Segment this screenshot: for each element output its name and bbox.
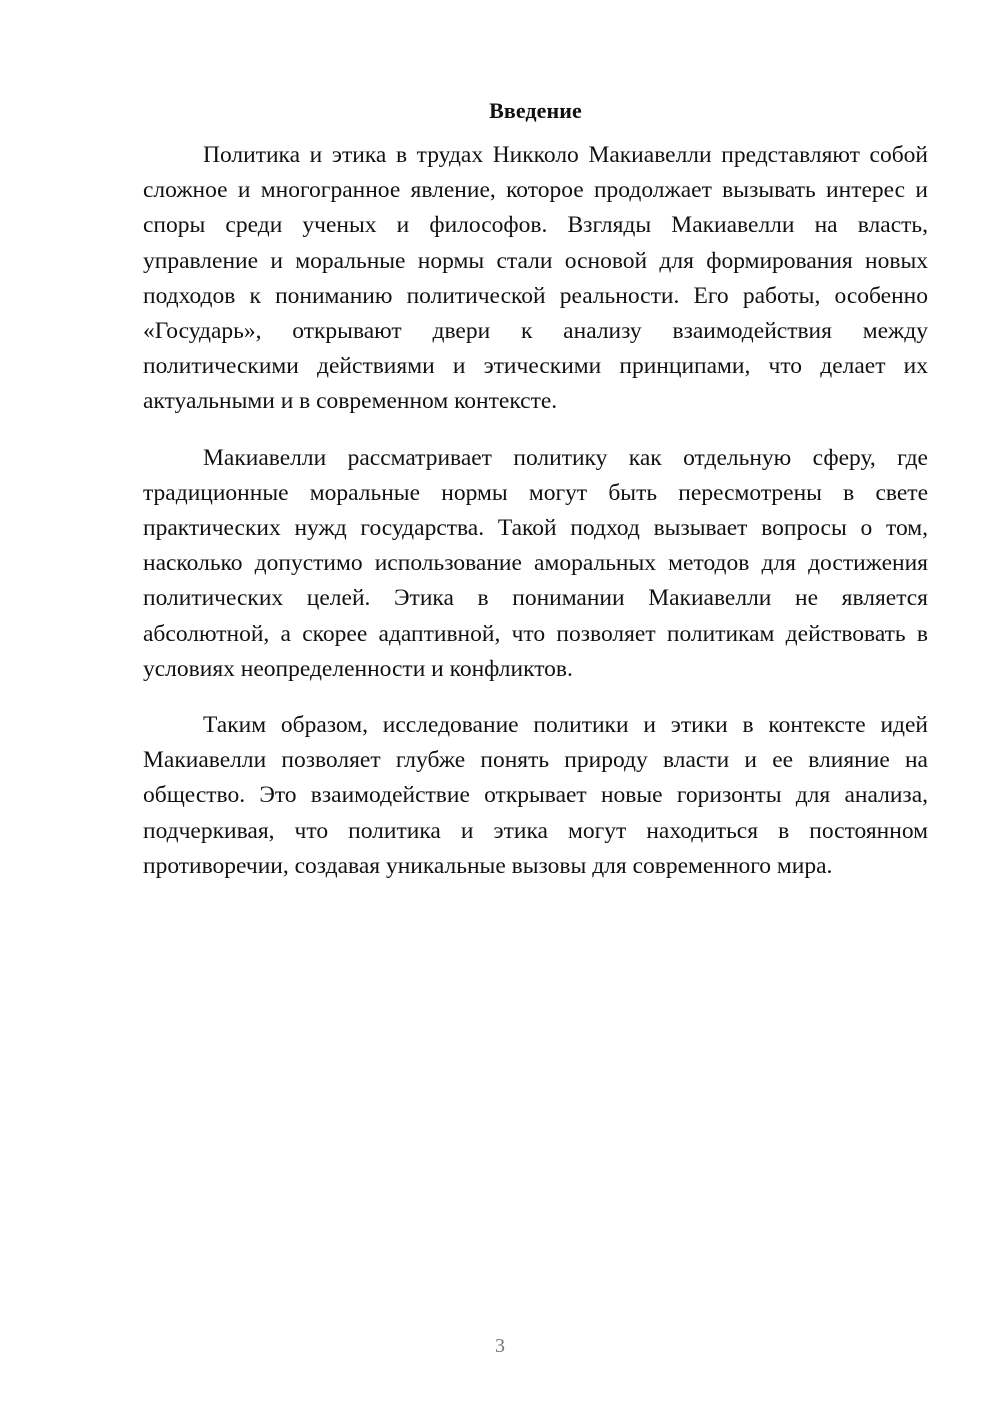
paragraph-3: Таким образом, исследование политики и этики в контексте идей Макиавелли позволяет глубже понять природу власти и ее влияние на общество. Это взаимодействие открывает новые горизонты для анализа, подчеркивая, что политика и этика могут находиться в постоянном противоречии, создавая уникальные вызовы для современного мира. <box>143 712 928 879</box>
page-content <box>143 96 928 905</box>
section-heading: Введение <box>489 98 582 123</box>
page-number: 3 <box>495 1335 505 1357</box>
paragraph-1: Политика и этика в трудах Никколо Макиавелли представляют собой сложное и многогранное явление, которое продолжает вызывать интерес и споры среди ученых и философов. Взгляды Макиавелли на власть, управление и моральные нормы стали основой для формирования новых подходов к пониманию политической реальности. Его работы, особенно «Государь», открывают двери к анализу взаимодействия между политическими действиями и этическими принципами, что делает их актуальными и в современном контексте. <box>143 142 928 415</box>
paragraph-2: Макиавелли рассматривает политику как отдельную сферу, где традиционные моральные нормы могут быть пересмотрены в свете практических нужд государства. Такой подход вызывает вопросы о том, насколько допустимо использование аморальных методов для достижения политических целей. Этика в понимании Макиавелли не является абсолютной, а скорее адаптивной, что позволяет политикам действовать в условиях неопределенности и конфликтов. <box>143 444 928 682</box>
